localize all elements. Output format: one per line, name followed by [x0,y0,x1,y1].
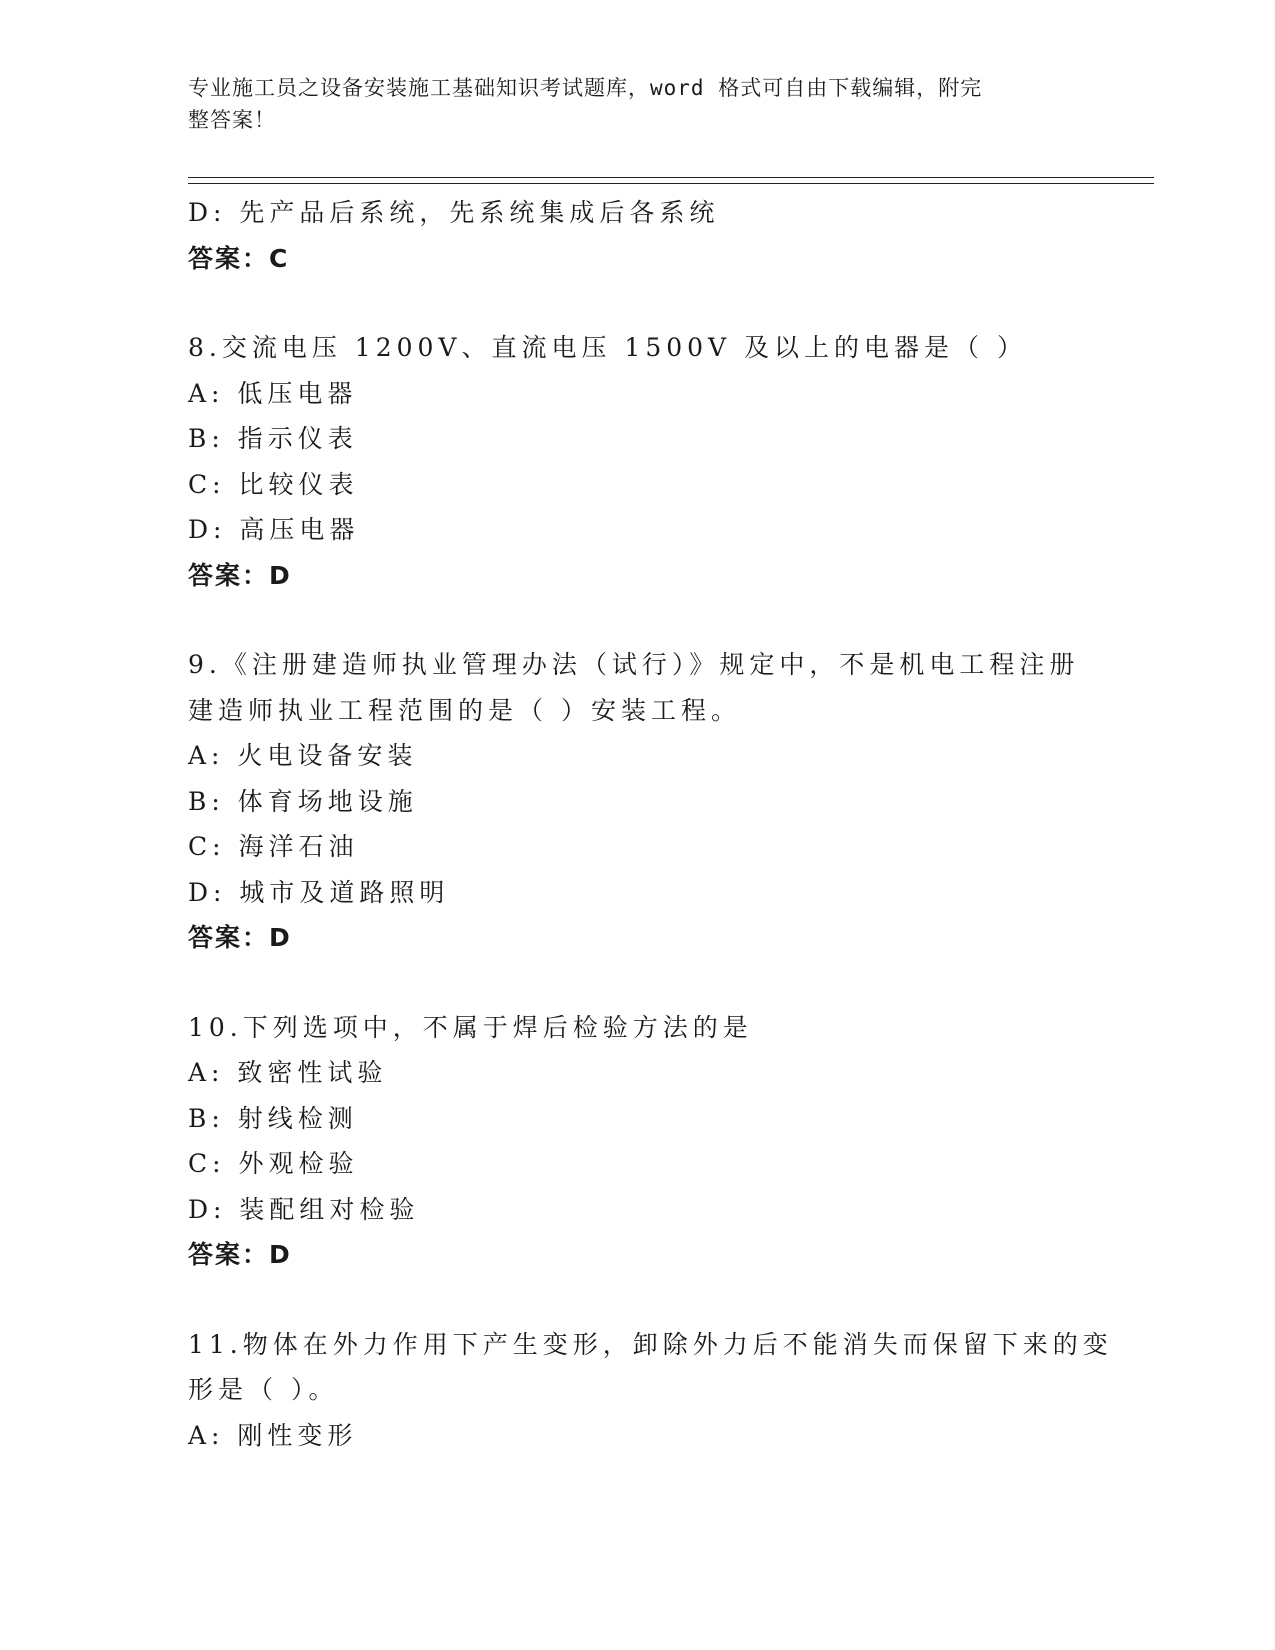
option-c: C: 比较仪表 [188,469,359,499]
option-a: A: 致密性试验 [188,1058,388,1087]
option-a: A: 低压电器 [188,378,358,408]
header-divider-top [188,177,1154,178]
header-line-2: 整答案！ [188,108,276,132]
option-d: D: 高压电器 [188,515,360,544]
option-d: D: 城市及道路照明 [188,877,450,907]
question-9 [188,642,1088,961]
spacer [188,1278,1088,1322]
answer-line: 答案：D [188,560,292,590]
question-stem: 11.物体在外力作用下产生变形，卸除外力后不能消失而保留下来的变 [188,1329,1113,1359]
spacer [188,281,1088,325]
answer-line: 答案：C [188,243,290,273]
option-b: B: 射线检测 [188,1103,358,1133]
option-b: B: 指示仪表 [188,424,358,453]
spacer [188,598,1088,642]
header-divider-bottom [188,183,1154,184]
header-line-1: 专业施工员之设备安装施工基础知识考试题库，word 格式可自由下载编辑，附完 [188,76,983,100]
question-11 [188,1322,1113,1459]
question-stem: 10.下列选项中，不属于焊后检验方法的是 [188,1012,753,1042]
option-c: C: 海洋石油 [188,832,359,861]
option-a: A: 火电设备安装 [188,741,418,770]
question-8 [188,325,1088,598]
option-c: C: 外观检验 [188,1149,359,1178]
option-b: B: 体育场地设施 [188,786,418,816]
document-header [188,72,1088,136]
question-stem: 8.交流电压 1200V、直流电压 1500V 及以上的电器是（ ） [188,333,1027,362]
question-stem-continued: 形是（ ）。 [188,1375,339,1404]
option-a: A: 刚性变形 [188,1420,358,1450]
question-stem: 9.《注册建造师执业管理办法（试行）》规定中，不是机电工程注册 [188,650,1080,679]
answer-line: 答案：D [188,1240,292,1269]
option-d: D: 装配组对检验 [188,1194,420,1224]
option-d: D: 先产品后系统，先系统集成后各系统 [188,198,720,227]
answer-line: 答案：D [188,923,292,952]
question-10 [188,1005,1088,1278]
spacer [188,961,1088,1005]
question-content [188,190,1113,1458]
question-stem-continued: 建造师执业工程范围的是（ ）安装工程。 [188,695,741,725]
